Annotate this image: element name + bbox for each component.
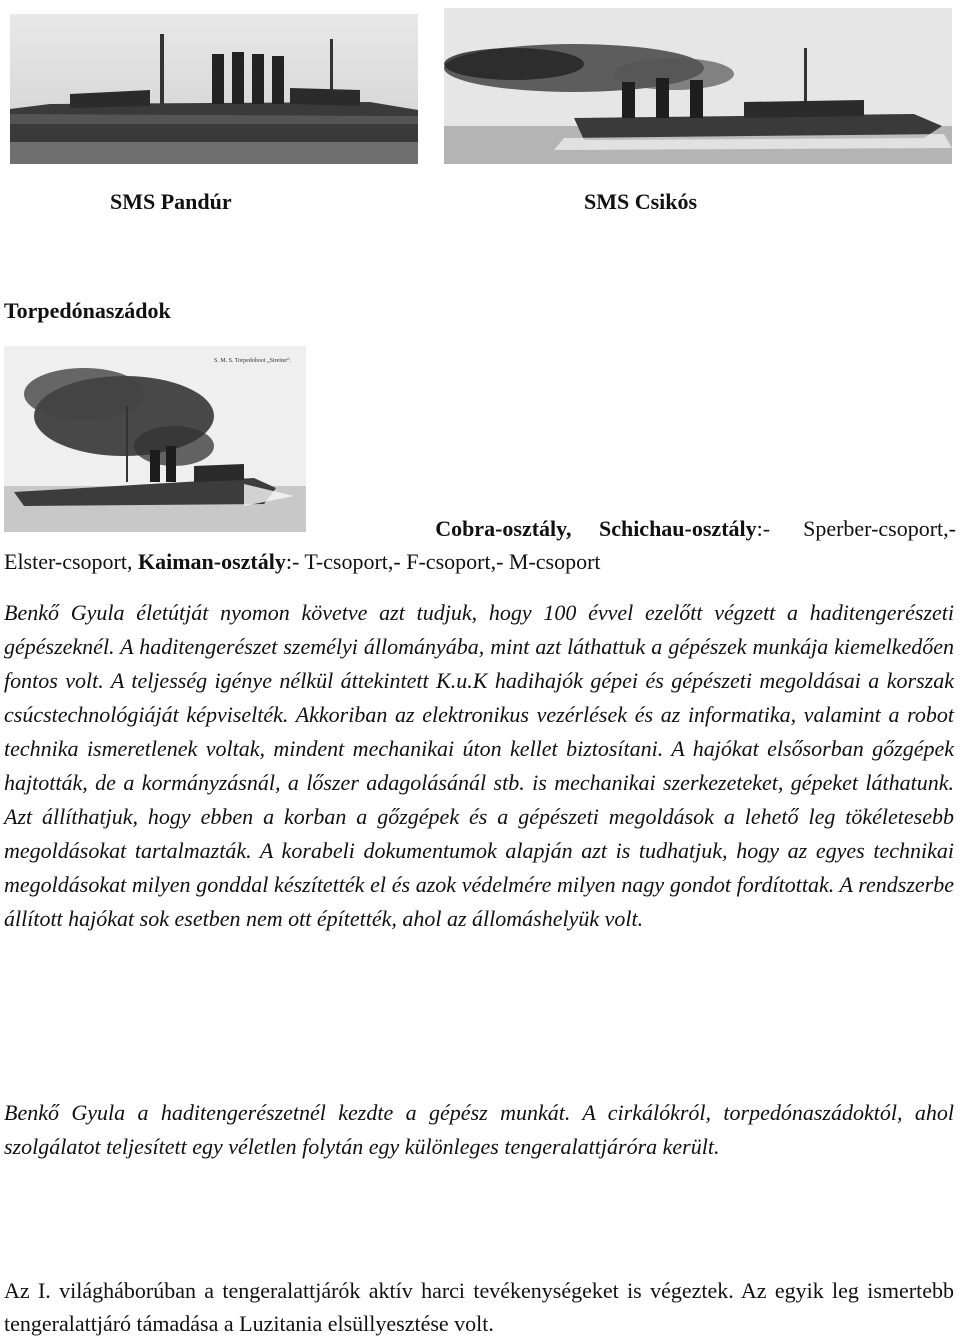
paragraph-1: Benkő Gyula életútját nyomon követve azt tudjuk, hogy 100 évvel ezelőtt végzett a haditengerészeti gépészeknél. A haditengerészet személyi állományába, mint azt láthattuk a gépészek munkája kiemelkedően fontos volt. A teljesség igénye nélkül áttekintett K.u.K hadihajók gépei és gépészeti megoldásai a korszak csúcstechnológiáját képviselték. Akkoriban az elektronikus vezérlések és az informatika, valamint a robot technika ismeretlenek voltak, mindent mechanikai úton kellet biztosítani. A hajókat elsősorban gőzgépek hajtották, de a kormányzásnál, a lőszer adagolásánál stb. is mechanikai szerkezeteket, gépeket láthatunk. Azt állíthatjuk, hogy ebben a korban a gőzgépek és a gépészeti megoldások a lehető leg tökéletesebb megoldásokat tartalmazták. A korabeli dokumentumok alapján azt is tudhatjuk, hogy az egyes technikai megoldásokat milyen gonddal készítették el és azok védelmére milyen nagy gondot fordítottak. A rendszerbe állított hajókat sok esetben nem ott építették, ahol az állomáshelyük volt. xyxy=(4,600,954,931)
group-elster: Elster-csoport, xyxy=(4,549,133,574)
torpedo-streiter-photo xyxy=(4,346,306,532)
class-schichau: Schichau-osztály xyxy=(598,516,757,541)
class-list-line-2 xyxy=(4,545,956,578)
section-title: Torpedónaszádok xyxy=(4,298,171,323)
photo-sms-pandur xyxy=(10,14,418,164)
class-cobra: Cobra-osztály, xyxy=(435,516,572,541)
caption-sms-csikos: SMS Csikós xyxy=(584,189,698,214)
class-kaiman: Kaiman-osztály xyxy=(137,549,286,574)
torpedo-boat-photo-icon xyxy=(4,346,306,532)
torpedo-photo-label: S. M. S. Torpedoboot „Streiter“. xyxy=(214,358,292,364)
caption-sms-pandur: SMS Pandúr xyxy=(110,189,232,214)
warship-photo-icon xyxy=(10,14,418,164)
warship-photo-icon xyxy=(444,8,952,164)
class-separator: :- xyxy=(756,516,771,541)
class-list-line-1 xyxy=(4,512,956,545)
paragraph-3: Az I. világháborúban a tengeralattjárók aktív harci tevékenységeket is végeztek. Az egyik leg ismertebb tengeralattjáró támadása a Luzitania elsüllyesztése volt. xyxy=(4,1278,954,1336)
groups-rest: :- T-csoport,- F-csoport,- M-csoport xyxy=(285,549,601,574)
photo-sms-csikos xyxy=(444,8,952,164)
group-sperber: Sperber-csoport,- xyxy=(803,516,956,541)
class-list xyxy=(4,512,956,578)
paragraph-2: Benkő Gyula a haditengerészetnél kezdte a gépész munkát. A cirkálókról, torpedónaszádoktól, ahol szolgálatot teljesített egy véletlen folytán egy különleges tengeralattjáróra került. xyxy=(4,1100,954,1159)
